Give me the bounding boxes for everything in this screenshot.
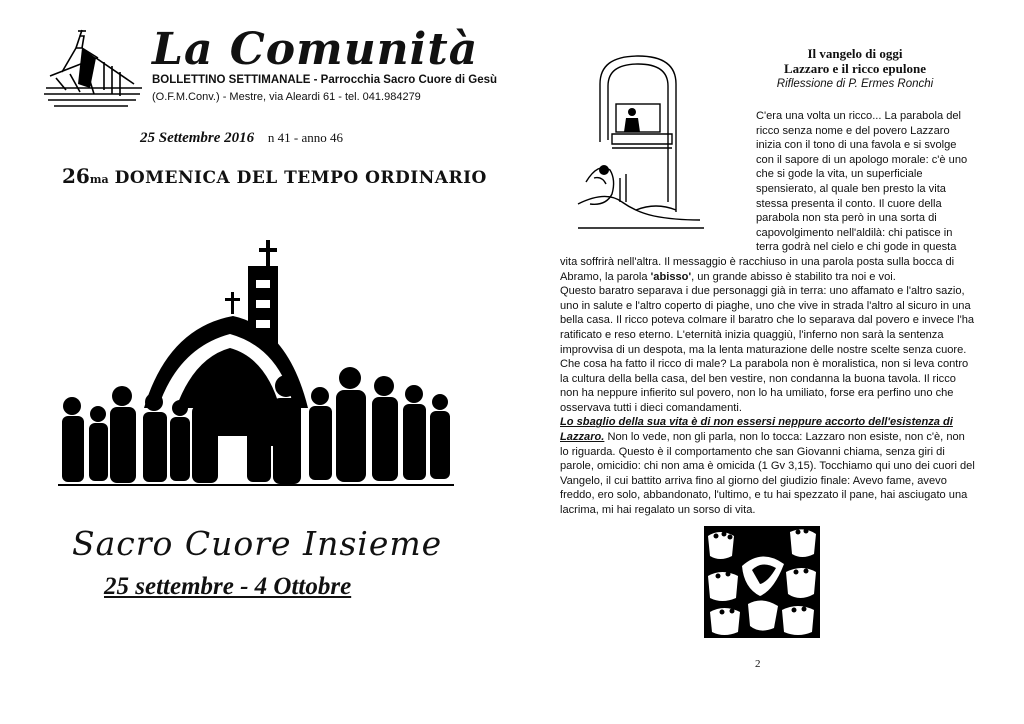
sunday-number: 26 (62, 164, 90, 188)
parish-address: (O.F.M.Conv.) - Mestre, via Aleardi 61 - tel. 041.984279 (152, 91, 421, 103)
paragraph-1-text: C'era una volta un ricco... La parabola del ricco senza nome e del povero Lazzaro inizia con il tono di una favola e si svolge con il sapore di un apologo morale: c'è uno che si gode la vita, un superficiale spensierato, al quale ben presto la vita stessa presenta il conto. Il cuore della parabola non sta però in una sorta di capovolgimento nell'aldilà: chi patisce in terra godrà nel cielo e chi gode in questa vita soffrirà nell'altra. Il messaggio è racchiuso in una parola posta sulla bocca di Abramo, la parola (560, 110, 968, 283)
issue-line (140, 130, 343, 147)
article-heading-1: Il vangelo di oggi (807, 46, 903, 61)
sunday-ordinal-suffix: ma (89, 173, 109, 186)
article-author: Riflessione di P. Ermes Ronchi (776, 78, 934, 90)
key-sentence: Lo sbaglio della sua vita è di non essersi neppure accorto dell'esistenza di Lazzaro. (560, 416, 953, 444)
bulletin-title: La Comunità (152, 24, 479, 75)
abisso-word: 'abisso' (650, 270, 692, 283)
illustration-spacer (560, 109, 756, 254)
issue-date: 25 Settembre 2016 (140, 130, 255, 146)
article-body (560, 109, 976, 518)
paragraph-1-end: , un grande abisso è stabilito tra noi e voi. (691, 270, 896, 283)
church-logo-icon (42, 28, 147, 110)
article-heading-2: Lazzaro e il ricco epulone (783, 61, 926, 76)
bulletin-subtitle: BOLLETTINO SETTIMANALE - Parrocchia Sacro Cuore di Gesù (152, 74, 498, 86)
bread-baskets-illustration (704, 526, 820, 638)
page-number: 2 (755, 658, 761, 670)
church-crowd-illustration (58, 236, 454, 492)
issue-number: n 41 - anno 46 (267, 130, 344, 145)
paragraph-4-text: Non lo vede, non gli parla, non lo tocca: Lazzaro non esiste, non c'è, non lo riguarda. Questo è il comportamento che san Giovanni chiama, senza giri di parole, omicidio: chi non ama è omicida (1 Gv 3,15). Tocchiamo qui uno dei cuori del Vangelo, il cui battito arriva fino al giorno del giudizio finale: Avevo fame, avevo freddo, ero solo, abbandonato, l'ultimo, e tu hai spezzato il pane, hai asciugato una lacrima, mi hai regalato un sorso di vita. (560, 431, 975, 517)
sunday-title: DOMENICA DEL TEMPO ORDINARIO (114, 168, 487, 188)
article-title (740, 46, 970, 76)
article-paragraph-4 (560, 415, 976, 517)
liturgical-sunday (62, 164, 487, 188)
event-dates: 25 settembre - 4 Ottobre (104, 573, 352, 600)
article-paragraph-3: Che cosa ha fatto il ricco di male? La parabola non è moralistica, non si leva contro la cultura della bella casa, del ben vestire, non condanna la buona tavola. Il ricco non ha neppure infierito sul povero, non lo ha umiliato, forse era perfino uno che osservava tutti i dieci comandamenti. (560, 358, 969, 414)
article-paragraph-2: Questo baratro separava i due personaggi già in terra: uno affamato e l'altro sazio, uno in salute e l'altro coperto di piaghe, uno che vive in strada l'altro al sicuro in una bella casa. Il ricco poteva colmare il baratro che lo separava dal povero e invece l'ha ratificato e reso eterno. L'eternità inizia quaggiù, l'inferno non sarà la sentenza improvvisa di un despota, ma la lenta maturazione delle nostre scelte senza cuore. (560, 285, 975, 356)
event-title: Sacro Cuore Insieme (72, 524, 443, 563)
